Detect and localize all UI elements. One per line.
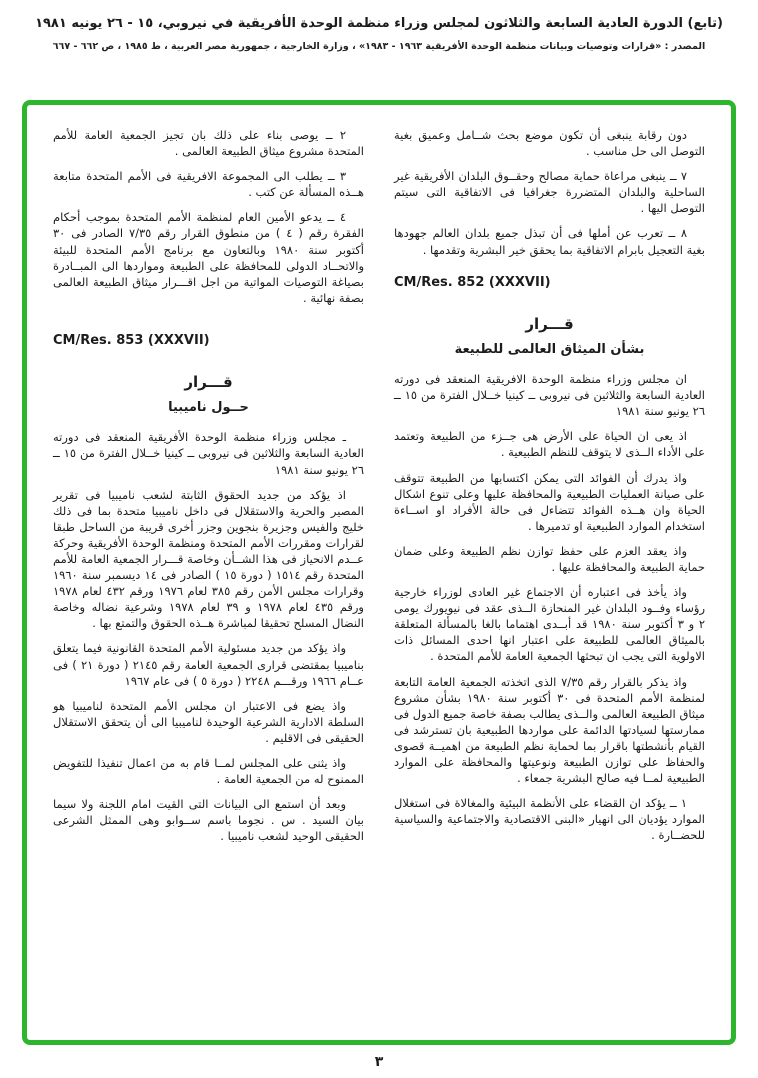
resolution-title: قـــرار xyxy=(525,314,574,333)
paragraph: ـ مجلس وزراء منظمة الوحدة الأفريقية المنعقد فى دورته العادية السابعة والثلاثين فى نيروبى ــ كينيا خــلال الفترة من ١٥ ــ ٢٦ يونيو سنة ١٩٨١ xyxy=(53,430,364,477)
paragraph: واذ يعقد العزم على حفظ توازن نظم الطبيعة وعلى ضمان حماية الطبيعة والمحافظة عليها . xyxy=(394,543,705,574)
resolution-title: قـــرار xyxy=(184,373,233,392)
resolution-subtitle: بشأن الميثاق العالمى للطبيعة xyxy=(454,341,645,357)
resolution-subtitle: حــول ناميبيا xyxy=(168,400,249,416)
paragraph: ان مجلس وزراء منظمة الوحدة الافريقية المنعقد فى دورته العادية السابعة والثلاثين فى نيروبى ــ كينيا خــلال الفترة من ١٥ ــ ٢٦ يونيو سنة ١٩٨١ xyxy=(394,372,705,419)
paragraph: ٢ ــ يوصى بناء على ذلك بان تجيز الجمعية العامة للأمم المتحدة مشروع ميثاق الطبيعة العالمى . xyxy=(53,128,364,159)
paragraph: واذ يذكر بالقرار رقم ٧/٣٥ الذى اتخذته الجمعية العامة التابعة لمنظمة الأمم المتحدة فى ٣٠ أكتوبر سنة ١٩٨٠ بشأن مشروع ميثاق الطبيعة العالمى والــذى يطالب بصفة خاصة جميع الدول فى ممارستها لسيادتها الدائمة على مواردها الطبيعية بان تسترشد فى القيام بأنشطتها باقرار بما لحماية نظم الطبيعة من اهميــة قصوى والحفاظ على توازن الطبيعة ونوعيتها والمحافظة على الموارد الطبيعية لمــا فيه صالح البشرية جمعاء . xyxy=(394,674,705,786)
paragraph: واذ يدرك أن الفوائد التى يمكن اكتسابها من الطبيعة تتوقف على صيانة العمليات الطبيعية والمحافظة عليها وعلى تنوع اشكال الحياة وان هــذه الفوائد تتضاءل فى حالة الأفراد او اســاءة استخدام الموارد الطبيعية او تدميرها . xyxy=(394,470,705,533)
paragraph: واذ يأخذ فى اعتباره أن الاجتماع غير العادى لوزراء خارجية رؤساء وفــود البلدان غير المنحازة الــذى عقد فى نيويورك يومى ٢ و ٣ أكتوبر سنة ١٩٨٠ قد أبــدى اهتماما بالغا بالمسألة المتعلقة بالميثاق العالمى للطبيعة على اعتبار انها احدى المسائل ذات الاولوية التى يجب ان تبحثها الجمعية العامة للأمم المتحدة . xyxy=(394,585,705,664)
paragraph: واذ يؤكد من جديد مسئولية الأمم المتحدة القانونية فيما يتعلق بناميبيا بمقتضى قرارى الجمعية العامة رقم ٢١٤٥ ( دورة ٢١ ) فى عــام ١٩٦٦ ورقـــم ٢٢٤٨ ( دورة ٥ ) فى عام ١٩٦٧ xyxy=(53,641,364,688)
paragraph: وبعد أن استمع الى البيانات التى القيت امام اللجنة ولا سيما بيان السيد . س . نجوما باسم ســوابو وهى الممثل الشرعى الحقيقى الوحيد لشعب ناميبيا . xyxy=(53,797,364,844)
source-line: المصدر : «قرارات وتوصيات وبيانات منظمة الوحدة الأفريقية ١٩٦٣ - ١٩٨٣» ، وزارة الخارجية ، جمهورية مصر العربية ، ط ١٩٨٥ ، ص ٦٦٢ - ٦٦٧ xyxy=(52,41,706,52)
paragraph: ١ ــ يؤكد ان القضاء على الأنظمة البيئية والمغالاة فى استغلال الموارد يؤديان الى انهيار «البنى الاقتصادية والاجتماعية والسياسية للحضــارة . xyxy=(394,796,705,843)
paragraph: اذ يؤكد من جديد الحقوق الثابتة لشعب ناميبيا فى تقرير المصير والحرية والاستقلال فى داخل ناميبيا متحدة بما فى ذلك خليج والفيس وجزيرة بنجوين وجزر أخرى قريبة من الساحل طبقا لقرارات ومقررات الأمم المتحدة ومنظمة الوحدة الأفريقية وحركة عــدم الانحياز فى هذا الشــأن وخاصة قـــرار الجمعية العامة للأمم المتحدة رقم ١٥١٤ ( دورة ١٥ ) الصادر فى ١٤ ديسمبر سنة ١٩٦٠ وقرارات مجلس الأمن رقم ٣٨٥ لعام ١٩٧٦ ورقم ٤٣٢ لعام ١٩٧٨ ورقم ٤٣٥ لعام ١٩٧٨ و ٣٩ لعام ١٩٧٨ وشرعية نضاله وخاصة النضال المسلح تحقيقا لمباشرة هــذه الحقوق والتمتع بها . xyxy=(53,487,364,631)
paragraph: ٧ ــ ينبغى مراعاة حماية مصالح وحقــوق البلدان الأفريقية غير الساحلية والبلدان المتضررة جغرافيا فى الاتفاقية التى سيتم التوصل اليها . xyxy=(394,169,705,216)
paragraph: ٣ ــ يطلب الى المجموعة الافريقية فى الأمم المتحدة متابعة هــذه المسألة عن كتب . xyxy=(53,169,364,200)
resolution-number: CM/Res. 852 (XXXVII) xyxy=(394,274,551,290)
paragraph: ٤ ــ يدعو الأمين العام لمنظمة الأمم المتحدة بموجب أحكام الفقرة رقم ( ٤ ) من منطوق القرار رقم ٧/٣٥ الصادر فى ٣٠ أكتوبر سنة ١٩٨٠ وبالتعاون مع برنامج الأمم المتحدة للبيئة والاتحــاد الدولى للمحافظة على الطبيعة ومواردها الى المبــادرة بصياغة التوصيات المواتية من اجل اقـــرار ميثاق الطبيعة العالمى بصفة نهائية . xyxy=(53,210,364,305)
document-header xyxy=(0,0,758,52)
column-left xyxy=(53,127,364,1018)
paragraph: دون رقابة ينبغى أن تكون موضع بحث شــامل وعميق بغية التوصل الى حل مناسب . xyxy=(394,128,705,159)
paragraph: واذ يضع فى الاعتبار ان مجلس الأمم المتحدة لناميبيا هو السلطة الادارية الشرعية الوحيدة لناميبيا الى أن يتحقق الاستقلال الحقيقى فى الاقليم . xyxy=(53,698,364,745)
document-frame xyxy=(22,100,736,1045)
paragraph: اذ يعى ان الحياة على الأرض هى جــزء من الطبيعة وتعتمد على الأداء الــذى لا يتوقف للنظم الطبيعية . xyxy=(394,429,705,460)
paragraph: واذ يثنى على المجلس لمــا قام به من اعمال تنفيذا للتفويض الممنوح له من الجمعية العامة . xyxy=(53,756,364,787)
resolution-number: CM/Res. 853 (XXXVII) xyxy=(53,332,210,348)
page-number: ٣ xyxy=(374,1054,384,1070)
column-right xyxy=(394,127,705,1018)
paragraph: ٨ ــ تعرب عن أملها فى أن تبذل جميع بلدان العالم جهودها بغية التعجيل بابرام الاتفاقية بما يحقق خير البشرية وتقدمها . xyxy=(394,226,705,257)
session-title: (تابع) الدورة العادية السابعة والثلاثون لمجلس وزراء منظمة الوحدة الأفريقية في نيروبي، ١٥ - ٢٦ يونيه ١٩٨١ xyxy=(35,16,723,31)
